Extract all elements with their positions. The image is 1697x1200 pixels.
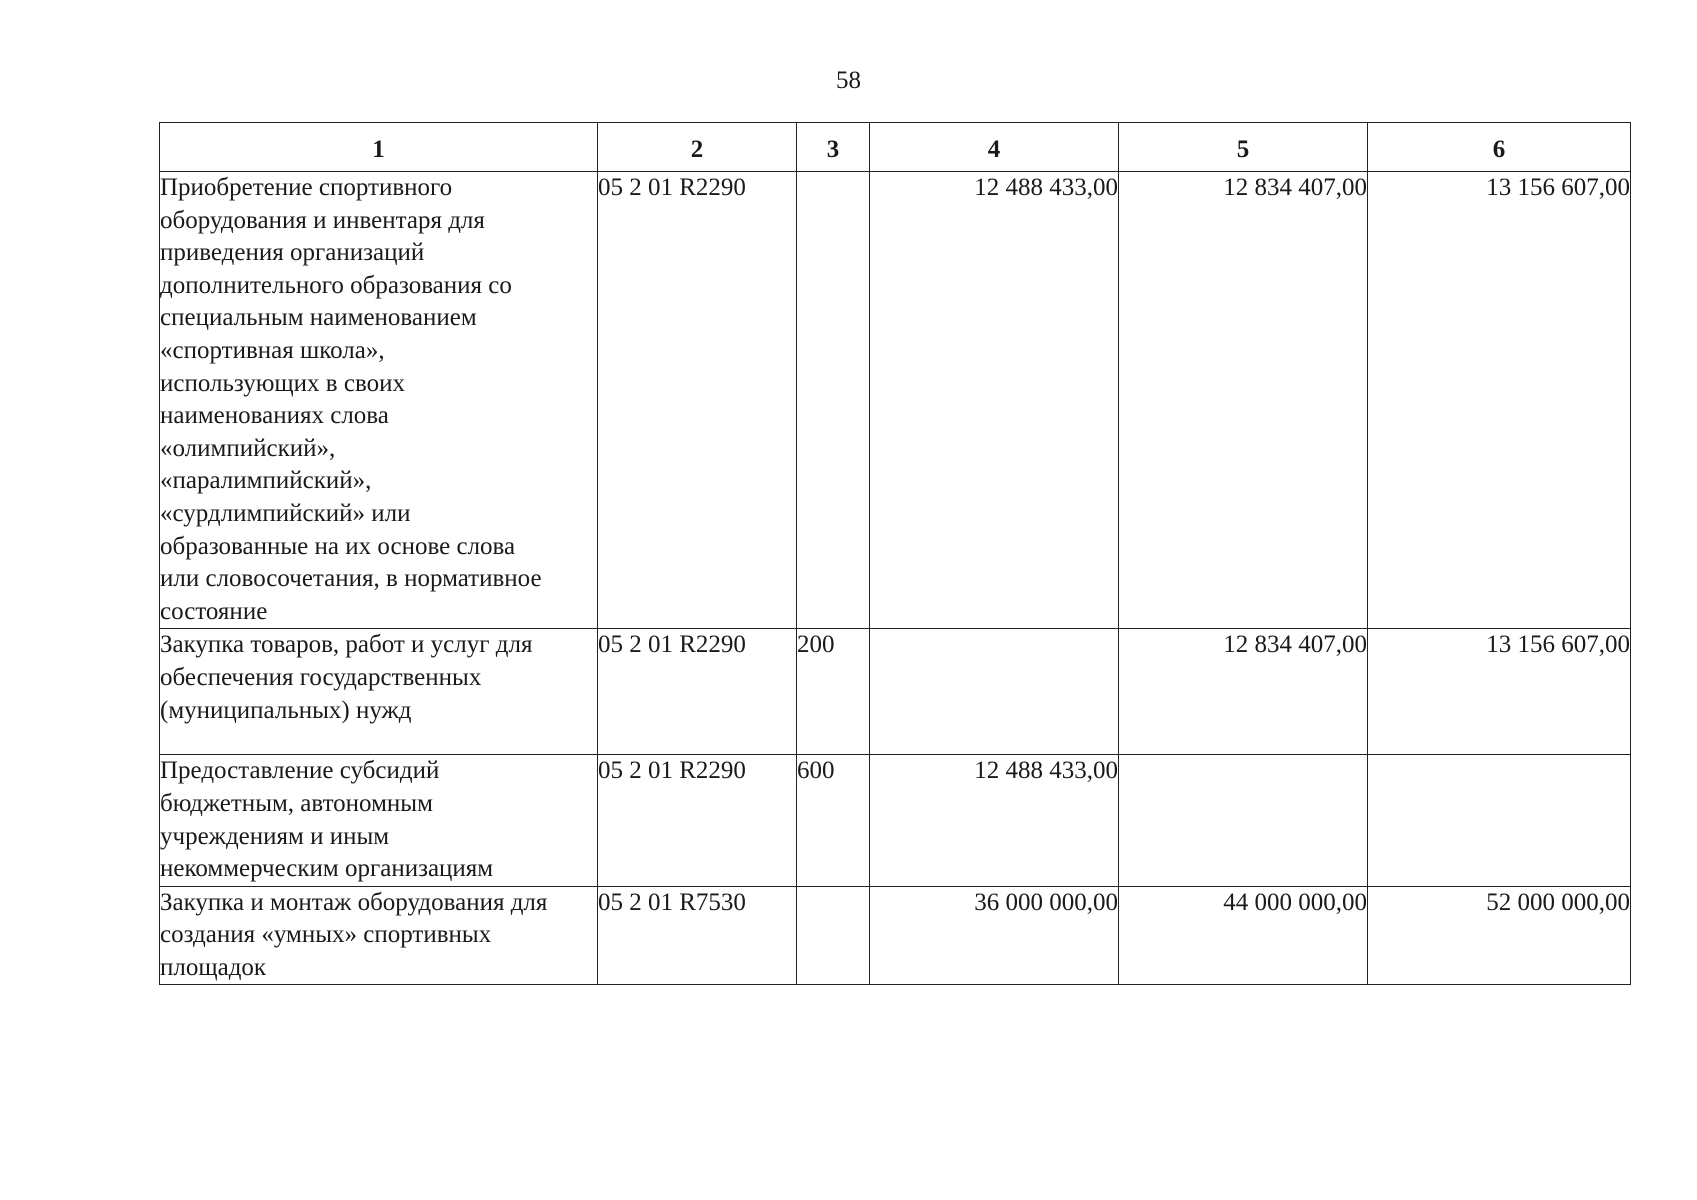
row-amount-6: 13 156 607,00 — [1368, 172, 1631, 629]
row-name-text: Приобретение спортивного оборудования и инвентаря для приведения организаций дополнительного образования со специальным наименованием «спортивная школа», использующих в своих наименованиях слова «олимпийский», «паралимпийский», «сурдлимпийский» или образованные на их основе слова или словосочетания, в нормативное состояние — [160, 174, 542, 625]
row-expense-type: 200 — [797, 629, 870, 755]
row-name — [160, 755, 598, 886]
table-row — [160, 886, 1631, 985]
column-header-3: 3 — [797, 123, 870, 172]
row-code: 05 2 01 R2290 — [598, 172, 797, 629]
row-code: 05 2 01 R2290 — [598, 629, 797, 755]
row-amount-4 — [870, 629, 1119, 755]
table-header-row — [160, 123, 1631, 172]
row-name — [160, 629, 598, 755]
budget-table — [159, 122, 1631, 985]
row-code: 05 2 01 R2290 — [598, 755, 797, 886]
row-name-text: Предоставление субсидий бюджетным, автономным учреждениям и иным некоммерческим организациям — [160, 757, 494, 883]
row-amount-4: 12 488 433,00 — [870, 755, 1119, 886]
column-header-5: 5 — [1119, 123, 1368, 172]
row-name-text: Закупка товаров, работ и услуг для обеспечения государственных (муниципальных) нужд — [160, 631, 533, 724]
row-expense-type — [797, 172, 870, 629]
table-row — [160, 172, 1631, 629]
row-amount-6 — [1368, 755, 1631, 886]
row-amount-4: 12 488 433,00 — [870, 172, 1119, 629]
table-row — [160, 755, 1631, 886]
row-expense-type: 600 — [797, 755, 870, 886]
page-number: 58 — [836, 67, 861, 94]
row-amount-6: 13 156 607,00 — [1368, 629, 1631, 755]
row-amount-5 — [1119, 755, 1368, 886]
row-amount-5: 12 834 407,00 — [1119, 629, 1368, 755]
row-name — [160, 886, 598, 985]
row-code: 05 2 01 R7530 — [598, 886, 797, 985]
row-name — [160, 172, 598, 629]
column-header-1: 1 — [160, 123, 598, 172]
row-amount-5: 44 000 000,00 — [1119, 886, 1368, 985]
row-amount-4: 36 000 000,00 — [870, 886, 1119, 985]
table-row — [160, 629, 1631, 755]
row-amount-5: 12 834 407,00 — [1119, 172, 1368, 629]
column-header-2: 2 — [598, 123, 797, 172]
column-header-4: 4 — [870, 123, 1119, 172]
column-header-6: 6 — [1368, 123, 1631, 172]
row-amount-6: 52 000 000,00 — [1368, 886, 1631, 985]
row-expense-type — [797, 886, 870, 985]
row-name-text: Закупка и монтаж оборудования для создания «умных» спортивных площадок — [160, 888, 548, 981]
